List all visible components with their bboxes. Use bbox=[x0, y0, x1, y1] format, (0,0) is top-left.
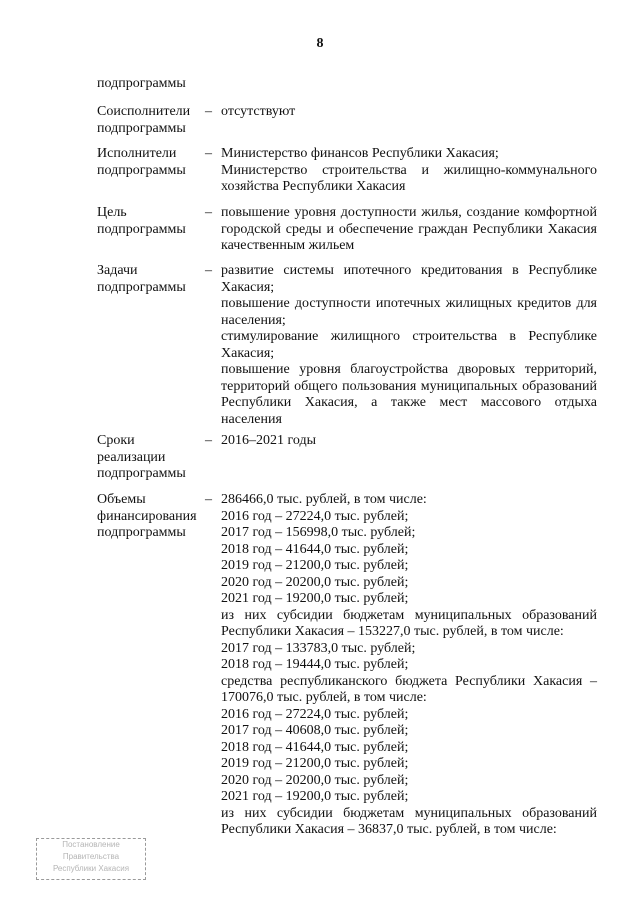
row-label-line: Сроки bbox=[97, 433, 135, 448]
row-value-line: 2020 год – 20200,0 тыс. рублей; bbox=[221, 772, 409, 788]
row-value bbox=[221, 205, 597, 255]
row-value-line: повышение доступности ипотечных жилищных кредитов для населения; bbox=[221, 296, 597, 328]
row-value-line: развитие системы ипотечного кредитования в Республике Хакасия; bbox=[221, 263, 597, 295]
faded-stamp bbox=[36, 838, 146, 880]
row-label-line: подпрограммы bbox=[97, 120, 186, 136]
row-label bbox=[97, 146, 197, 179]
row-value-line: 2019 год – 21200,0 тыс. рублей; bbox=[221, 558, 409, 573]
row-value bbox=[221, 263, 597, 428]
row-value-line: 2016 год – 27224,0 тыс. рублей; bbox=[221, 706, 409, 722]
row-value-line: 2017 год – 40608,0 тыс. рублей; bbox=[221, 723, 409, 738]
row-value-line: Министерство строительства и жилищно-коммунального хозяйства Республики Хакасия bbox=[221, 162, 597, 194]
row-value-line: 2018 год – 41644,0 тыс. рублей; bbox=[221, 541, 409, 557]
row-value-line: 2018 год – 41644,0 тыс. рублей; bbox=[221, 739, 409, 755]
row-label-line: финансирования bbox=[97, 508, 197, 524]
row-value-line: стимулирование жилищного строительства в Республике Хакасия; bbox=[221, 329, 597, 361]
row-value bbox=[221, 146, 597, 196]
row-value-line: из них субсидии бюджетам муниципальных образований Республики Хакасия – 36837,0 тыс. рублей, в том числе: bbox=[221, 805, 597, 837]
row-value-line: повышение уровня благоустройства дворовых территорий, территорий общего пользования муниципальных образований Республики Хакасия, а также мест массового отдыха населения bbox=[221, 362, 597, 427]
row-dash: – bbox=[205, 104, 212, 119]
row-value-line: 2020 год – 20200,0 тыс. рублей; bbox=[221, 574, 409, 590]
row-value-line: из них субсидии бюджетам муниципальных образований Республики Хакасия – 153227,0 тыс. рублей, в том числе: bbox=[221, 607, 597, 639]
row-value-line: 2021 год – 19200,0 тыс. рублей; bbox=[221, 789, 409, 804]
row-label-line: Задачи bbox=[97, 263, 138, 278]
row-value-line: Министерство финансов Республики Хакасия; bbox=[221, 146, 499, 161]
row-label-line: Соисполнители bbox=[97, 104, 191, 119]
row-dash: – bbox=[205, 433, 212, 448]
row-value-line: 2016 год – 27224,0 тыс. рублей; bbox=[221, 508, 409, 524]
row-label bbox=[97, 492, 197, 542]
row-label-line: Исполнители bbox=[97, 146, 177, 161]
row-label-line: подпрограммы bbox=[97, 221, 186, 237]
row-label bbox=[97, 433, 197, 483]
page-number: 8 bbox=[316, 36, 324, 51]
row-value-line: 2017 год – 156998,0 тыс. рублей; bbox=[221, 525, 416, 540]
row-value-line: 286466,0 тыс. рублей, в том числе: bbox=[221, 492, 427, 507]
row-label-line: подпрограммы bbox=[97, 279, 186, 295]
row-value-line: отсутствуют bbox=[221, 104, 296, 119]
row-value-line: 2021 год – 19200,0 тыс. рублей; bbox=[221, 591, 409, 606]
row-value-line: повышение уровня доступности жилья, создание комфортной городской среды и обеспечение граждан Республики Хакасия качественным жильем bbox=[221, 205, 597, 253]
row-dash: – bbox=[205, 492, 212, 507]
row-label-line: Цель bbox=[97, 205, 127, 220]
stamp-line: Постановление bbox=[62, 840, 120, 849]
row-label-line: подпрограммы bbox=[97, 525, 186, 540]
row-label-line: подпрограммы bbox=[97, 466, 186, 481]
row-value bbox=[221, 433, 597, 450]
row-value-line: 2019 год – 21200,0 тыс. рублей; bbox=[221, 756, 409, 771]
stamp-line: Республики Хакасия bbox=[52, 864, 130, 873]
stamp-line: Правительства bbox=[62, 852, 120, 861]
row-dash: – bbox=[205, 146, 212, 161]
row-value bbox=[221, 492, 597, 839]
row-value-line: 2016–2021 годы bbox=[221, 433, 317, 448]
row-label bbox=[97, 205, 197, 238]
row-label-line: подпрограммы bbox=[97, 162, 186, 178]
row-value-line: 2017 год – 133783,0 тыс. рублей; bbox=[221, 640, 416, 656]
row-label-line: реализации bbox=[97, 449, 166, 465]
row-label-line: Объемы bbox=[97, 492, 146, 507]
row-label bbox=[97, 104, 197, 137]
row-value bbox=[221, 104, 597, 121]
row-dash: – bbox=[205, 205, 212, 220]
row-value-line: 2018 год – 19444,0 тыс. рублей; bbox=[221, 657, 409, 672]
row-dash: – bbox=[205, 263, 212, 278]
row-label bbox=[97, 263, 197, 296]
continuation-label: подпрограммы bbox=[97, 76, 186, 91]
row-value-line: средства республиканского бюджета Республики Хакасия – 170076,0 тыс. рублей, в том числе: bbox=[221, 673, 597, 705]
